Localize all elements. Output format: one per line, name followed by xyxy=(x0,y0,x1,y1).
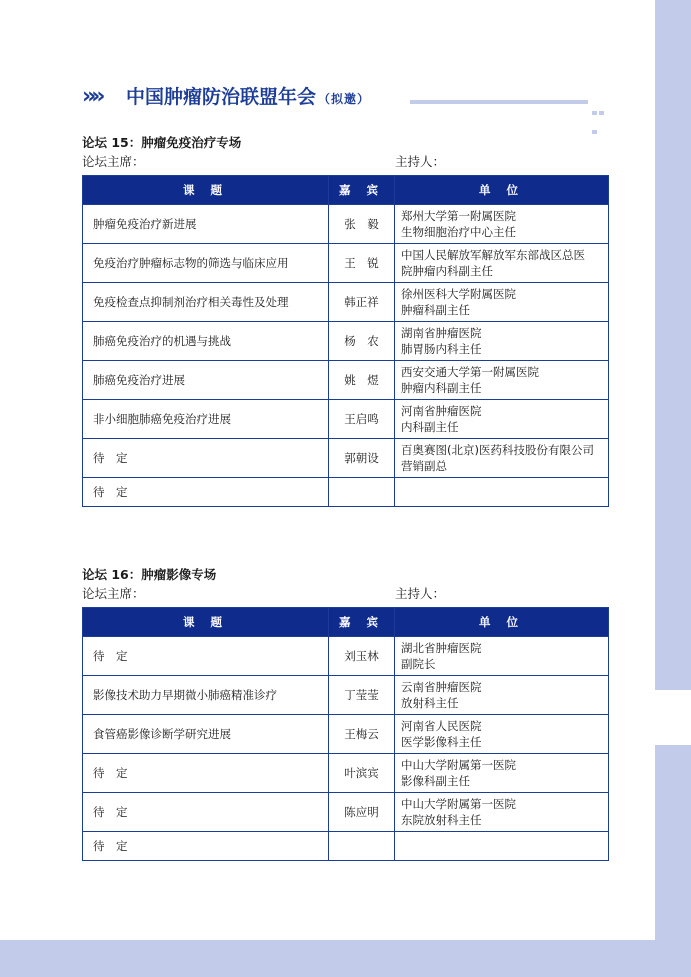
topic-cell: 免疫检查点抑制剂治疗相关毒性及处理 xyxy=(83,283,329,322)
chair-label: 论坛主席： xyxy=(82,154,145,169)
unit-cell xyxy=(395,478,609,507)
unit-line: 肺胃肠内科主任 xyxy=(401,342,482,356)
unit-line: 生物细胞治疗中心主任 xyxy=(401,225,516,239)
topic-cell: 肺癌免疫治疗的机遇与挑战 xyxy=(83,322,329,361)
unit-line: 副院长 xyxy=(401,657,436,671)
forum-15-schedule-table xyxy=(82,175,609,507)
page-title-subtitle: （拟邀） xyxy=(318,92,371,106)
unit-cell xyxy=(395,676,609,715)
column-header-unit: 单 位 xyxy=(395,176,609,205)
unit-line: 河南省肿瘤医院 xyxy=(401,404,482,418)
unit-cell xyxy=(395,637,609,676)
unit-cell xyxy=(395,361,609,400)
guest-cell: 姚 煜 xyxy=(329,361,395,400)
unit-line: 西安交通大学第一附属医院 xyxy=(401,365,539,379)
forum-meta xyxy=(82,152,608,172)
page-title-text: 中国肿瘤防治联盟年会 xyxy=(126,86,317,108)
table-row xyxy=(83,478,609,507)
guest-cell: 刘玉林 xyxy=(329,637,395,676)
topic-cell: 肿瘤免疫治疗新进展 xyxy=(83,205,329,244)
chevron-right-icon: »» xyxy=(82,84,101,109)
forum-16-section xyxy=(82,566,608,861)
unit-line: 百奥赛图(北京)医药科技股份有限公司 xyxy=(401,443,594,457)
guest-cell xyxy=(329,478,395,507)
unit-line: 徐州医科大学附属医院 xyxy=(401,287,516,301)
forum-title: 论坛 15：肿瘤免疫治疗专场 xyxy=(82,135,242,150)
page-header xyxy=(82,84,612,112)
unit-cell xyxy=(395,754,609,793)
unit-cell xyxy=(395,283,609,322)
topic-cell: 食管癌影像诊断学研究进展 xyxy=(83,715,329,754)
topic-cell: 待 定 xyxy=(83,832,329,861)
decorative-band-bottom xyxy=(0,940,655,977)
header-decorative-line xyxy=(410,100,588,104)
forum-15-section xyxy=(82,134,608,507)
unit-line: 医学影像科主任 xyxy=(401,735,482,749)
column-header-unit: 单 位 xyxy=(395,608,609,637)
unit-line: 肿瘤科副主任 xyxy=(401,303,470,317)
topic-cell: 待 定 xyxy=(83,754,329,793)
guest-cell: 丁莹莹 xyxy=(329,676,395,715)
table-header-row xyxy=(83,608,609,637)
guest-cell: 王 锐 xyxy=(329,244,395,283)
unit-line: 营销副总 xyxy=(401,459,447,473)
unit-line: 东院放射科主任 xyxy=(401,813,482,827)
unit-cell xyxy=(395,832,609,861)
unit-line: 中山大学附属第一医院 xyxy=(401,797,516,811)
table-row xyxy=(83,439,609,478)
table-row xyxy=(83,715,609,754)
unit-cell xyxy=(395,244,609,283)
column-header-guest: 嘉 宾 xyxy=(329,176,395,205)
topic-cell: 肺癌免疫治疗进展 xyxy=(83,361,329,400)
unit-line: 肿瘤内科副主任 xyxy=(401,381,482,395)
column-header-guest: 嘉 宾 xyxy=(329,608,395,637)
column-header-topic: 课 题 xyxy=(83,608,329,637)
guest-cell: 郭朝设 xyxy=(329,439,395,478)
table-row xyxy=(83,637,609,676)
table-row xyxy=(83,322,609,361)
unit-cell xyxy=(395,322,609,361)
unit-cell xyxy=(395,400,609,439)
unit-cell xyxy=(395,793,609,832)
table-row xyxy=(83,832,609,861)
guest-cell: 陈应明 xyxy=(329,793,395,832)
guest-cell xyxy=(329,832,395,861)
guest-cell: 王启鸣 xyxy=(329,400,395,439)
unit-cell xyxy=(395,205,609,244)
guest-cell: 杨 农 xyxy=(329,322,395,361)
unit-line: 院肿瘤内科副主任 xyxy=(401,264,493,278)
topic-cell: 待 定 xyxy=(83,793,329,832)
host-label: 主持人： xyxy=(395,154,446,169)
topic-cell: 待 定 xyxy=(83,637,329,676)
unit-line: 中国人民解放军解放军东部战区总医 xyxy=(401,248,585,262)
unit-cell xyxy=(395,715,609,754)
table-row xyxy=(83,361,609,400)
guest-cell: 王梅云 xyxy=(329,715,395,754)
table-row xyxy=(83,676,609,715)
topic-cell: 免疫治疗肿瘤标志物的筛选与临床应用 xyxy=(83,244,329,283)
guest-cell: 张 毅 xyxy=(329,205,395,244)
forum-title: 论坛 16：肿瘤影像专场 xyxy=(82,567,217,582)
table-row xyxy=(83,244,609,283)
decorative-band-right-bottom xyxy=(655,745,691,977)
unit-line: 郑州大学第一附属医院 xyxy=(401,209,516,223)
table-row xyxy=(83,400,609,439)
table-row xyxy=(83,793,609,832)
topic-cell: 待 定 xyxy=(83,439,329,478)
page-title xyxy=(126,84,370,112)
unit-cell xyxy=(395,439,609,478)
unit-line: 中山大学附属第一医院 xyxy=(401,758,516,772)
column-header-topic: 课 题 xyxy=(83,176,329,205)
unit-line: 湖北省肿瘤医院 xyxy=(401,641,482,655)
unit-line: 湖南省肿瘤医院 xyxy=(401,326,482,340)
forum-meta xyxy=(82,584,608,604)
guest-cell: 叶滨宾 xyxy=(329,754,395,793)
decorative-band-right-top xyxy=(655,0,691,690)
unit-line: 放射科主任 xyxy=(401,696,459,710)
unit-line: 影像科副主任 xyxy=(401,774,470,788)
unit-line: 内科副主任 xyxy=(401,420,459,434)
topic-cell: 待 定 xyxy=(83,478,329,507)
host-label: 主持人： xyxy=(395,586,446,601)
topic-cell: 影像技术助力早期微小肺癌精准诊疗 xyxy=(83,676,329,715)
header-decorative-dots xyxy=(592,100,612,104)
table-header-row xyxy=(83,176,609,205)
unit-line: 河南省人民医院 xyxy=(401,719,482,733)
guest-cell: 韩正祥 xyxy=(329,283,395,322)
table-row xyxy=(83,754,609,793)
forum-16-schedule-table xyxy=(82,607,609,861)
chair-label: 论坛主席： xyxy=(82,586,145,601)
topic-cell: 非小细胞肺癌免疫治疗进展 xyxy=(83,400,329,439)
unit-line: 云南省肿瘤医院 xyxy=(401,680,482,694)
table-row xyxy=(83,205,609,244)
table-row xyxy=(83,283,609,322)
